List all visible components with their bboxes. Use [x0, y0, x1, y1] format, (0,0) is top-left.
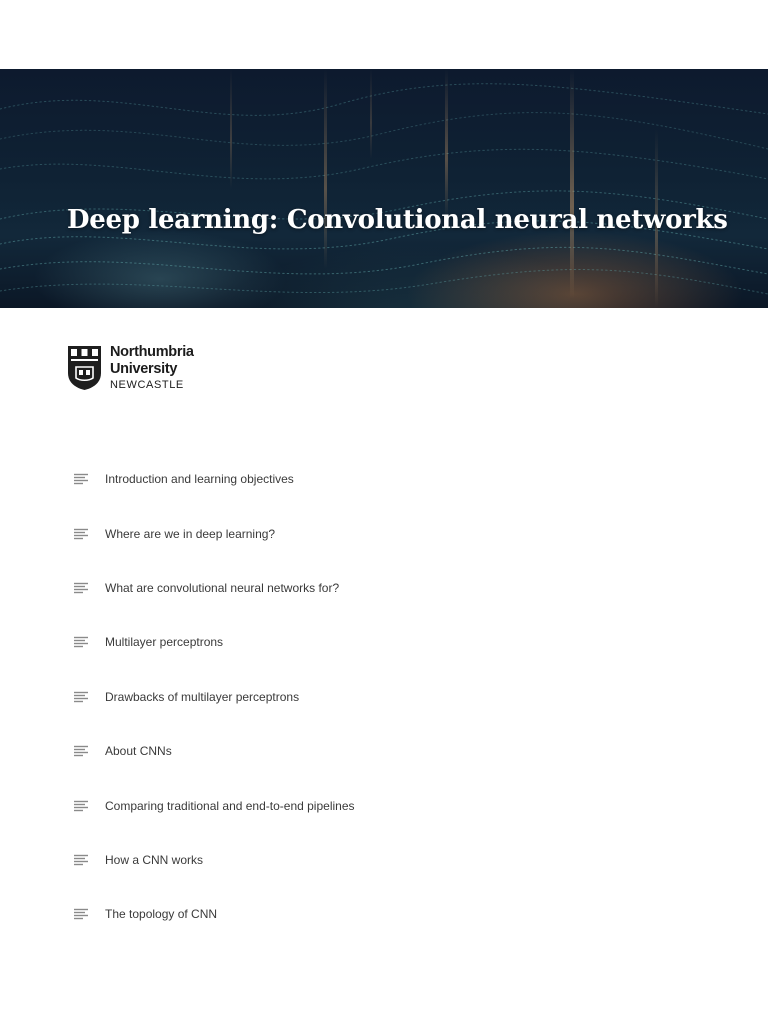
- hero-banner: [0, 69, 768, 308]
- list-lines-icon: [73, 473, 89, 485]
- toc-item-label: About CNNs: [105, 744, 172, 759]
- toc-item-label: Multilayer perceptrons: [105, 635, 224, 650]
- list-lines-icon: [73, 800, 89, 812]
- page-title: Deep learning: Convolutional neural networks: [67, 205, 728, 235]
- list-lines-icon: [73, 582, 89, 594]
- logo-line-northumbria: Northumbria: [110, 344, 194, 360]
- list-lines-icon: [73, 854, 89, 866]
- toc-item-how-cnn-works[interactable]: [73, 833, 355, 887]
- toc-item-comparing-pipelines[interactable]: [73, 778, 355, 832]
- list-lines-icon: [73, 691, 89, 703]
- logo-wordmark: [110, 345, 194, 391]
- toc-item-where-are-we[interactable]: [73, 506, 355, 560]
- toc-item-what-are-cnns-for[interactable]: [73, 561, 355, 615]
- toc-item-about-cnns[interactable]: [73, 724, 355, 778]
- toc-item-label: Comparing traditional and end-to-end pipelines: [105, 798, 355, 813]
- toc-item-multilayer-perceptrons[interactable]: [73, 615, 355, 669]
- toc-item-drawbacks[interactable]: [73, 670, 355, 724]
- toc-item-label: What are convolutional neural networks for?: [105, 580, 340, 595]
- list-lines-icon: [73, 528, 89, 540]
- logo-line-university: University: [110, 360, 178, 377]
- toc-item-introduction[interactable]: [73, 452, 355, 506]
- hero-background-graphic: [0, 69, 768, 308]
- table-of-contents: [73, 452, 355, 942]
- crest-icon: [67, 345, 102, 391]
- list-lines-icon: [73, 745, 89, 757]
- toc-item-label: Where are we in deep learning?: [105, 526, 276, 541]
- toc-item-label: Drawbacks of multilayer perceptrons: [105, 689, 300, 704]
- toc-item-topology[interactable]: [73, 887, 355, 941]
- logo-line-newcastle: NEWCASTLE: [110, 379, 184, 391]
- top-spacer: [0, 0, 768, 69]
- list-lines-icon: [73, 636, 89, 648]
- toc-item-label: Introduction and learning objectives: [105, 472, 294, 487]
- toc-item-label: The topology of CNN: [105, 907, 218, 922]
- university-logo[interactable]: [67, 345, 194, 391]
- toc-item-label: How a CNN works: [105, 852, 204, 867]
- list-lines-icon: [73, 908, 89, 920]
